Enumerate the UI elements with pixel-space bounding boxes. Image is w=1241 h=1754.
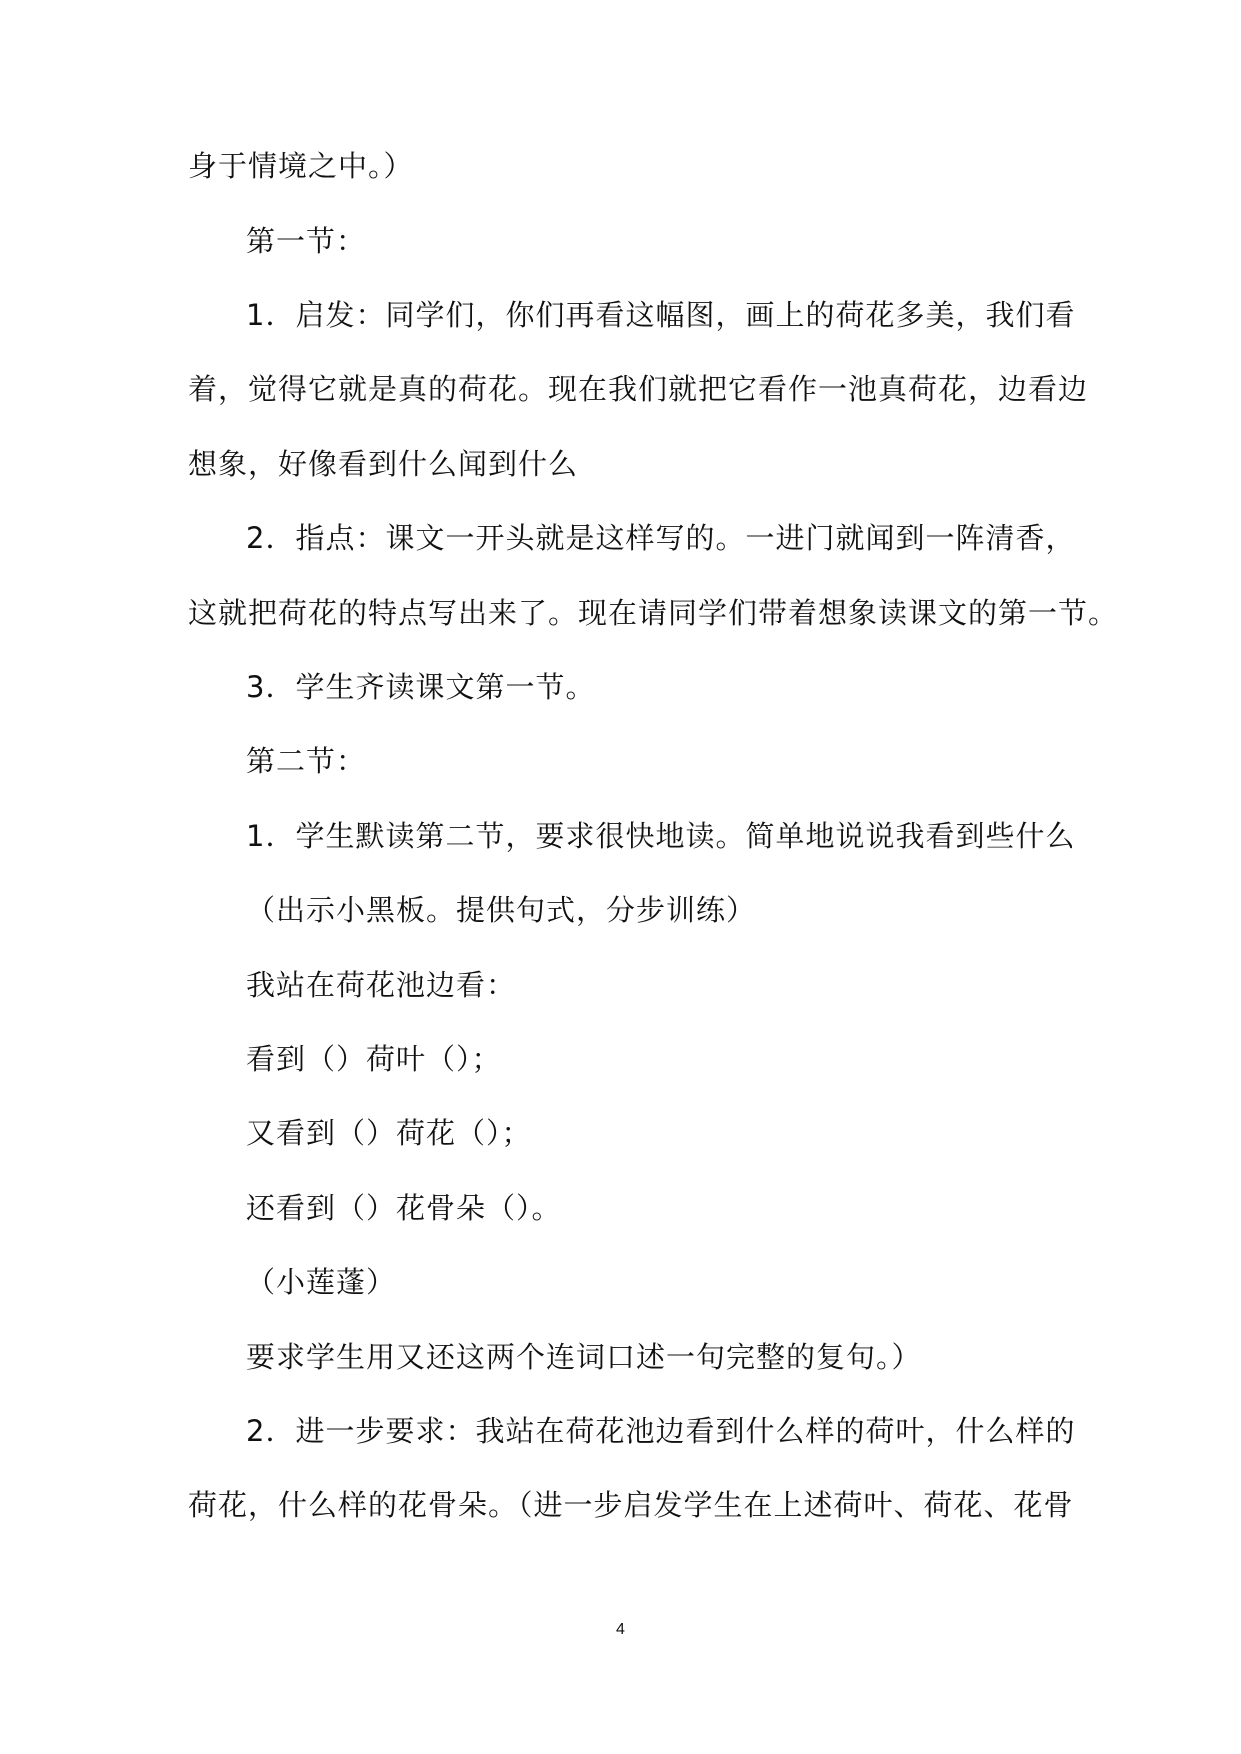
text-line-5: 想象，好像看到什么闻到什么 [188,447,579,481]
text-line-13: 看到（）荷叶（）； [246,1042,502,1076]
section-heading-1: 第一节： [246,224,367,258]
text-line-15: 还看到（）花骨朵（）。 [246,1191,562,1225]
text-line-14: 又看到（）荷花（）； [246,1116,532,1150]
text-line-17: 要求学生用又还这两个连词口述一句完整的复句。） [246,1340,922,1374]
text-line-18: 2．进一步要求：我站在荷花池边看到什么样的荷叶，什么样的 [246,1414,1076,1448]
text-line-12: 我站在荷花池边看： [246,968,517,1002]
text-line-1: 身于情境之中。） [188,149,414,183]
text-line-10: 1．学生默读第二节，要求很快地读。简单地说说我看到些什么 [246,819,1076,853]
text-line-6: 2．指点：课文一开头就是这样写的。一进门就闻到一阵清香， [246,521,1076,555]
text-line-7: 这就把荷花的特点写出来了。现在请同学们带着想象读课文的第一节。 [188,596,1119,630]
text-line-3: 1．启发：同学们，你们再看这幅图，画上的荷花多美，我们看 [246,298,1076,332]
text-line-8: 3．学生齐读课文第一节。 [246,670,596,704]
page-number: 4 [616,1621,625,1638]
text-line-11: （出示小黑板。提供句式，分步训练） [246,893,757,927]
text-line-19: 荷花，什么样的花骨朵。（进一步启发学生在上述荷叶、荷花、花骨 [188,1488,1074,1522]
text-line-4: 着，觉得它就是真的荷花。现在我们就把它看作一池真荷花，边看边 [188,372,1089,406]
text-line-16: （小莲蓬） [246,1265,397,1299]
section-heading-2: 第二节： [246,744,367,778]
